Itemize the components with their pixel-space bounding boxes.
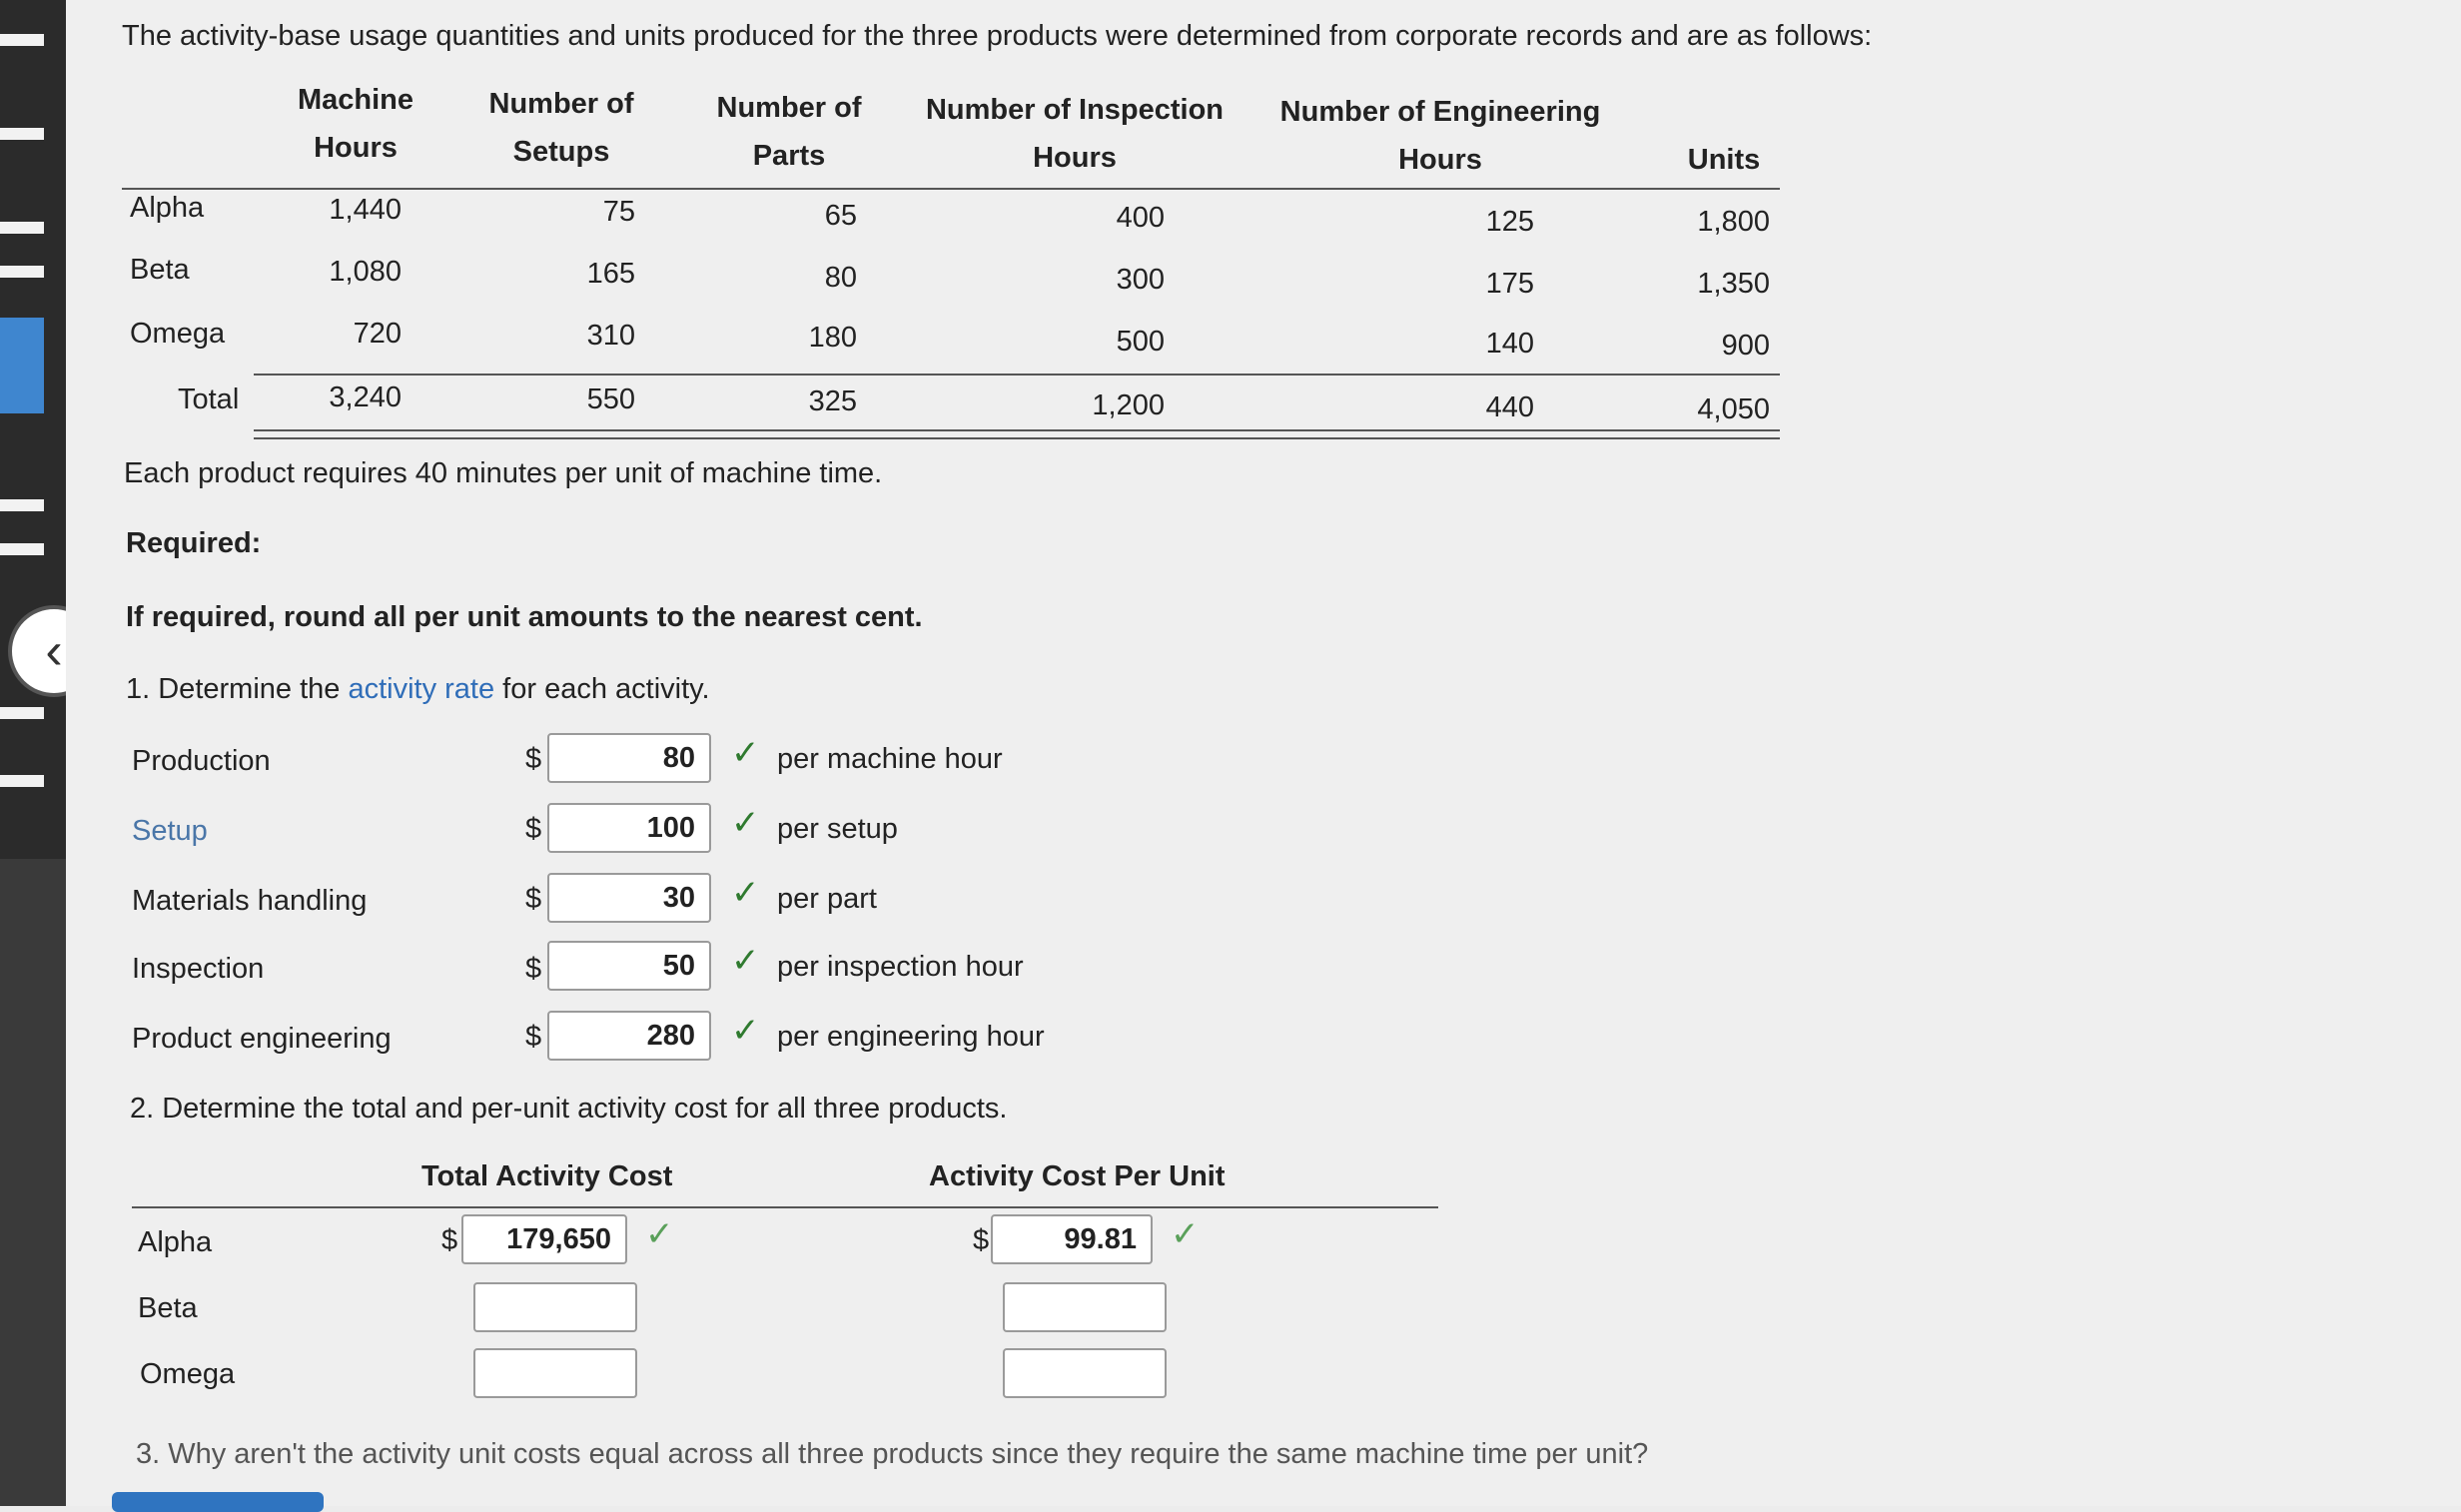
- cell: 1,800: [1697, 206, 1770, 238]
- row-label-alpha: Alpha: [130, 192, 205, 224]
- rate-label-materials-handling: Materials handling: [132, 885, 368, 917]
- dollar-sign: $: [525, 953, 542, 985]
- cell: 550: [586, 383, 635, 415]
- header-machine-hours: Machine Hours: [297, 84, 414, 164]
- cell: 440: [1485, 391, 1534, 423]
- check-icon: ✓: [731, 804, 760, 842]
- rate-input-inspection[interactable]: 50: [547, 941, 711, 991]
- rate-unit-product-engineering: per engineering hour: [777, 1021, 1045, 1053]
- rate-input-setup[interactable]: 100: [547, 803, 711, 853]
- cell: 65: [824, 200, 857, 232]
- cell: 180: [808, 322, 857, 354]
- cell: 80: [824, 262, 857, 294]
- sidebar-lower: [0, 859, 66, 1506]
- cell: 720: [353, 318, 402, 350]
- col-header-total-activity-cost: Total Activity Cost: [421, 1160, 673, 1192]
- sidebar-stripe: [0, 128, 44, 140]
- machine-time-note: Each product requires 40 minutes per unit of machine time.: [124, 457, 883, 489]
- total-double-rule: [254, 437, 1780, 439]
- dollar-sign: $: [525, 883, 542, 915]
- cell: 175: [1485, 268, 1534, 300]
- check-icon: ✓: [731, 874, 760, 912]
- header-units: Units: [1687, 144, 1761, 176]
- left-sidebar: [0, 0, 66, 1506]
- rate-input-production[interactable]: 80: [547, 733, 711, 783]
- check-icon: ✓: [645, 1215, 674, 1253]
- per-unit-input-omega[interactable]: [1003, 1348, 1167, 1398]
- cell: 900: [1721, 330, 1770, 362]
- bottom-action-button[interactable]: [112, 1492, 324, 1512]
- row-label-beta: Beta: [130, 254, 190, 286]
- question-2: 2. Determine the total and per-unit activity cost for all three products.: [130, 1093, 1008, 1125]
- question-3-partial: 3. Why aren't the activity unit costs equal across all three products since they require the same machine time per unit?: [136, 1438, 1649, 1470]
- total-cost-input-omega[interactable]: [473, 1348, 637, 1398]
- q2-header-rule: [132, 1206, 1438, 1208]
- rate-label-production: Production: [132, 745, 271, 777]
- required-label: Required:: [126, 527, 262, 559]
- cell: 1,350: [1697, 268, 1770, 300]
- sidebar-stripe: [0, 266, 44, 278]
- cell: 165: [586, 258, 635, 290]
- q1-suffix: for each activity.: [494, 673, 710, 705]
- cell: 1,200: [1092, 389, 1165, 421]
- q1-prefix: 1. Determine the: [126, 673, 349, 705]
- question-page: [66, 0, 2461, 1506]
- rate-unit-setup: per setup: [777, 813, 898, 845]
- dollar-sign: $: [525, 743, 542, 775]
- cell: 140: [1485, 328, 1534, 360]
- cell: 125: [1485, 206, 1534, 238]
- header-setups: Number of Setups: [488, 88, 634, 168]
- header-engineering-hours: Number of Engineering Hours: [1279, 96, 1601, 176]
- rate-label-setup: Setup: [132, 815, 208, 847]
- cell: 4,050: [1697, 393, 1770, 425]
- cell: 310: [586, 320, 635, 352]
- total-cost-input-alpha[interactable]: 179,650: [461, 1214, 627, 1264]
- per-unit-input-beta[interactable]: [1003, 1282, 1167, 1332]
- rate-unit-production: per machine hour: [777, 743, 1003, 775]
- cell: 400: [1116, 202, 1165, 234]
- total-double-rule: [254, 429, 1780, 431]
- sidebar-active-item[interactable]: [0, 318, 44, 413]
- sidebar-stripe: [0, 222, 44, 234]
- col-header-activity-cost-per-unit: Activity Cost Per Unit: [929, 1160, 1226, 1192]
- rate-label-product-engineering: Product engineering: [132, 1023, 392, 1055]
- cell: 75: [602, 196, 635, 228]
- cell: 500: [1116, 326, 1165, 358]
- rounding-note: If required, round all per unit amounts to the nearest cent.: [126, 601, 923, 633]
- check-icon: ✓: [731, 734, 760, 772]
- rate-label-inspection: Inspection: [132, 953, 265, 985]
- row-label-total: Total: [178, 383, 240, 415]
- activity-rate-link[interactable]: activity rate: [348, 673, 495, 705]
- header-inspection-hours: Number of Inspection Hours: [925, 94, 1225, 174]
- sidebar-stripe: [0, 34, 44, 46]
- question-1: [126, 673, 710, 706]
- dollar-sign: $: [525, 813, 542, 845]
- cell: 3,240: [329, 381, 402, 413]
- rate-unit-inspection: per inspection hour: [777, 951, 1024, 983]
- intro-text: The activity-base usage quantities and units produced for the three products were determined from corporate records and are as follows:: [122, 20, 1873, 52]
- header-rule: [122, 188, 1780, 190]
- header-parts: Number of Parts: [716, 92, 862, 172]
- q2-label-beta: Beta: [138, 1292, 198, 1324]
- total-cost-input-beta[interactable]: [473, 1282, 637, 1332]
- sidebar-stripe: [0, 543, 44, 555]
- rate-input-product-engineering[interactable]: 280: [547, 1011, 711, 1061]
- back-chevron-icon[interactable]: ‹: [8, 605, 100, 697]
- cell: 300: [1116, 264, 1165, 296]
- sidebar-stripe: [0, 775, 44, 787]
- dollar-sign: $: [441, 1224, 458, 1256]
- rate-unit-materials-handling: per part: [777, 883, 877, 915]
- dollar-sign: $: [525, 1021, 542, 1053]
- q2-label-alpha: Alpha: [138, 1226, 213, 1258]
- check-icon: ✓: [731, 1012, 760, 1050]
- per-unit-input-alpha[interactable]: 99.81: [991, 1214, 1153, 1264]
- rate-input-materials-handling[interactable]: 30: [547, 873, 711, 923]
- total-top-rule: [254, 374, 1780, 376]
- cell: 1,080: [329, 256, 402, 288]
- sidebar-stripe: [0, 707, 44, 719]
- sidebar-stripe: [0, 499, 44, 511]
- cell: 1,440: [329, 194, 402, 226]
- dollar-sign: $: [973, 1224, 990, 1256]
- check-icon: ✓: [731, 942, 760, 980]
- check-icon: ✓: [1171, 1215, 1200, 1253]
- cell: 325: [808, 385, 857, 417]
- q2-label-omega: Omega: [140, 1358, 236, 1390]
- row-label-omega: Omega: [130, 318, 226, 350]
